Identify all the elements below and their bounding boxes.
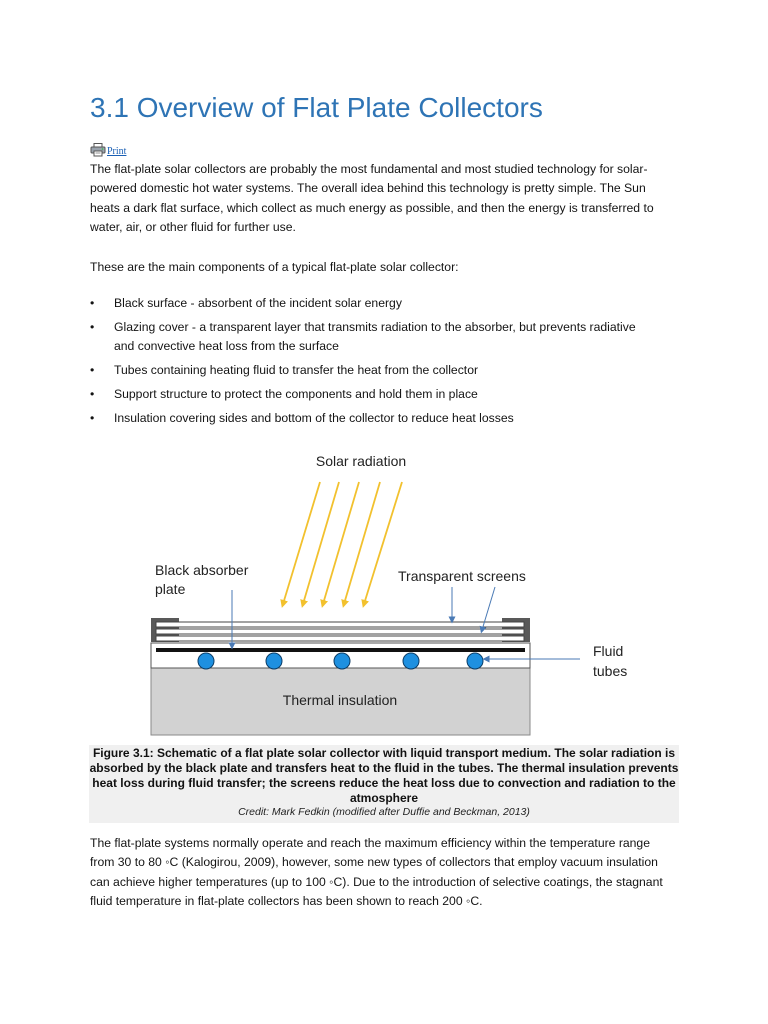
solar-ray [283, 482, 320, 604]
solar-ray [364, 482, 402, 604]
bullet-icon: • [90, 387, 95, 402]
intro-paragraph: The flat-plate solar collectors are probably the most fundamental and most studied technology for solar-powered domestic hot water systems. The overall idea behind this technology is pretty simple. The Sun heats a dark flat surface, which collect as much energy as possible, and then the energy is transferred to water, air, or other fluid for further use. [90, 162, 654, 235]
black-absorber-label-line2: plate [155, 581, 186, 597]
list-item-text: Glazing cover - a transparent layer that transmits radiation to the absorber, but prevents radiative and convective heat loss from the surface [114, 320, 636, 354]
bullet-icon: • [90, 320, 95, 334]
print-link-label[interactable]: Print [107, 146, 127, 157]
list-item-text: Support structure to protect the components and hold them in place [114, 387, 478, 402]
solar-radiation-label: Solar radiation [315, 453, 407, 469]
bullet-icon: • [90, 363, 95, 378]
fluid-tube [467, 653, 483, 669]
fluid-tubes-label-line2: tubes [593, 663, 628, 679]
fluid-tube [403, 653, 419, 669]
solar-ray [344, 482, 380, 604]
transparent-screen [156, 629, 524, 634]
bullet-icon: • [90, 296, 95, 310]
components-intro: These are the main components of a typical flat-plate solar collector: [90, 260, 459, 274]
list-item [90, 409, 650, 428]
closing-paragraph: The flat-plate systems normally operate and reach the maximum efficiency within the temperature range from 30 to 80 ◦C (Kalogirou, 2009), however, some new types of collectors that employ vacuum insulation can achieve higher temperatures (up to 100 ◦C). Due to the introduction of selective coatings, the stagnant fluid temperature in flat-plate collectors has been shown to reach 200 ◦C. [90, 836, 663, 909]
list-item [90, 361, 650, 380]
collector-diagram [150, 446, 635, 742]
list-item-text: Tubes containing heating fluid to transfer the heat from the collector [114, 363, 479, 378]
transparent-screen [156, 622, 524, 627]
fluid-tubes-label: Fluid [593, 643, 624, 659]
thermal-insulation-label: Thermal insulation [282, 692, 398, 708]
fluid-tube [198, 653, 214, 669]
black-absorber-plate [156, 648, 525, 652]
figure-credit: Credit: Mark Fedkin (modified after Duffie and Beckman, 2013) [238, 806, 530, 818]
page-title: 3.1 Overview of Flat Plate Collectors [90, 92, 543, 123]
figure-caption [89, 745, 679, 823]
list-item [90, 385, 650, 404]
solar-ray [303, 482, 339, 604]
list-item [90, 294, 650, 313]
fluid-tube [334, 653, 350, 669]
components-list [90, 294, 650, 433]
figure-caption-text: Figure 3.1: Schematic of a flat plate solar collector with liquid transport medium. The solar radiation is absorbed by the black plate and transfers heat to the fluid in the tubes. The thermal insulation prevents heat loss during fluid transfer; the screens reduce the heat loss due to convection and radiation to the atmosphere [89, 746, 679, 805]
fluid-tube [266, 653, 282, 669]
solar-rays [283, 482, 402, 604]
list-item [90, 318, 650, 357]
list-item-text: Black surface - absorbent of the incident solar energy [114, 296, 402, 310]
transparent-screen [156, 636, 524, 641]
bullet-icon: • [90, 411, 95, 426]
transparent-screens-label: Transparent screens [398, 568, 526, 584]
black-absorber-label: Black absorber [155, 562, 249, 578]
printer-icon [90, 143, 106, 157]
solar-ray [323, 482, 359, 604]
print-link[interactable] [90, 139, 126, 157]
list-item-text: Insulation covering sides and bottom of the collector to reduce heat losses [114, 411, 514, 426]
